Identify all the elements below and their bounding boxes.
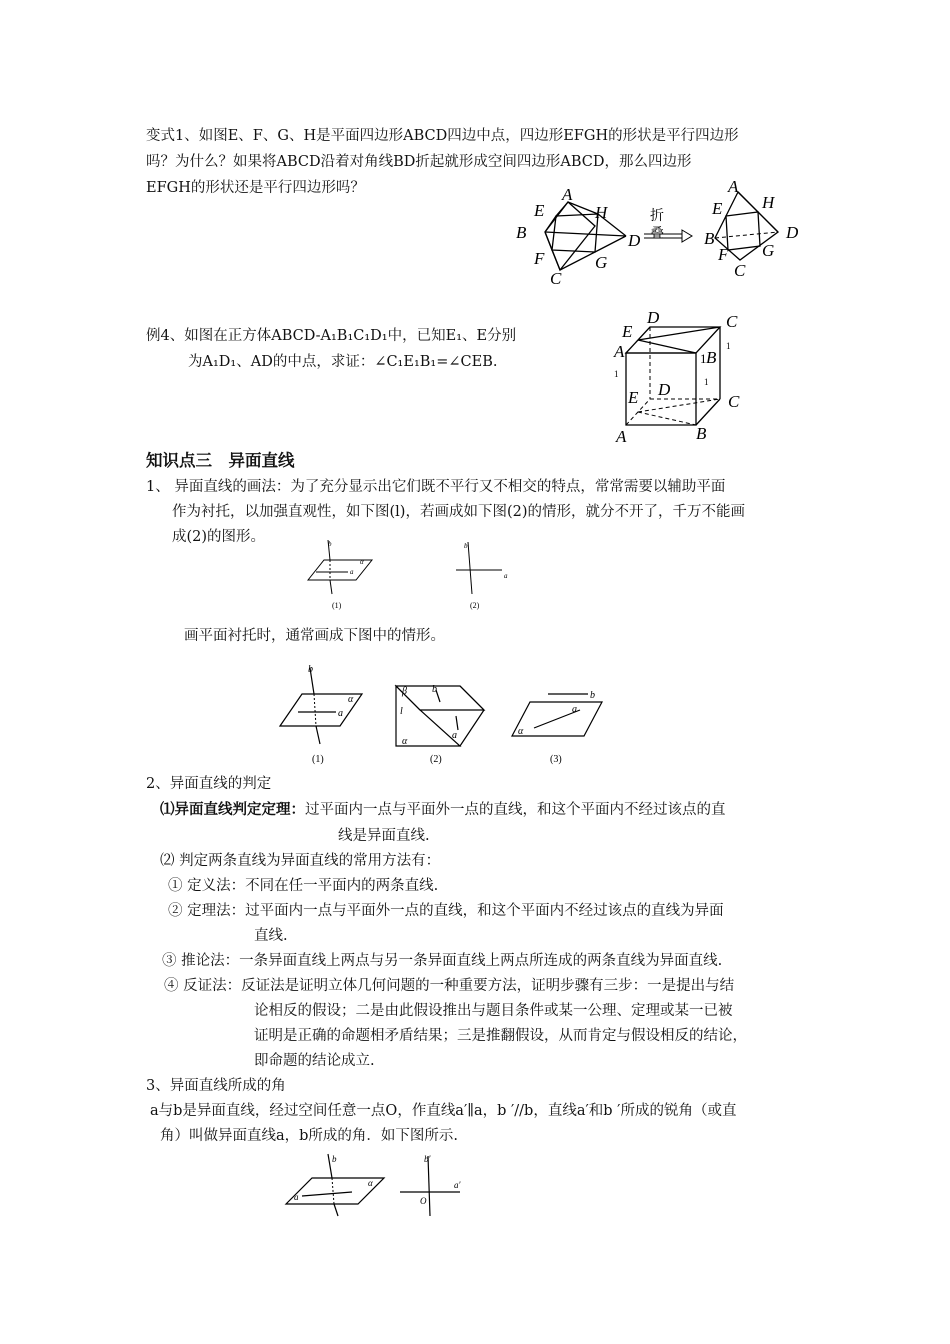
variant1-line2: 吗？为什么？如果将ABCD沿着对角线BD折起就形成空间四边形ABCD，那么四边形: [146, 154, 692, 170]
example4-line1: 例4、如图在正方体ABCD-A₁B₁C₁D₁中，已知E₁、E分别: [146, 328, 517, 344]
svg-text:α: α: [360, 558, 364, 566]
label-h2: H: [762, 193, 775, 212]
label-f: F: [534, 249, 545, 268]
item1-line1: 1、 异面直线的画法：为了充分显示出它们既不平行又不相交的特点，常常需要以辅助平面: [146, 479, 726, 495]
svg-text:α: α: [402, 736, 408, 747]
svg-text:α: α: [518, 726, 524, 737]
method-1: ① 定义法：不同在任一平面内的两条直线.: [168, 878, 439, 894]
svg-text:α: α: [368, 1178, 373, 1188]
theorem-line2: 线是异面直线.: [338, 828, 430, 844]
label-b2: B: [704, 229, 715, 248]
svg-text:l: l: [400, 706, 403, 717]
example4-line2: 为A₁D₁、AD的中点，求证：∠C₁E₁B₁=∠CEB.: [188, 354, 498, 370]
variant1-line1: 变式1、如图E、F、G、H是平面四边形ABCD四边中点，四边形EFGH的形状是平行四边形: [146, 128, 739, 144]
method-2-line2: 直线.: [254, 928, 288, 944]
svg-text:a: a: [572, 704, 577, 715]
label-e: E: [534, 201, 545, 220]
section-title: 知识点三 异面直线: [146, 451, 295, 470]
svg-text:b: b: [464, 542, 468, 550]
label-g: G: [595, 253, 608, 272]
cube-label-b1: B: [706, 348, 717, 367]
svg-text:a: a: [294, 1192, 299, 1202]
fig-a-caption-2: (2): [470, 601, 480, 610]
label-f2: F: [718, 245, 729, 264]
item1-line2: 作为衬托，以加强直观性，如下图(l)，若画成如下图(2)的情形，就分不开了，千万不能画: [172, 504, 745, 520]
cube-label-c1: C: [726, 312, 738, 331]
label-c2: C: [734, 261, 746, 280]
item1-line3: 成(2)的图形。: [172, 529, 266, 545]
fig-b-caption-1: (1): [312, 754, 324, 765]
label-h: H: [595, 203, 608, 222]
skew-lines-figure-b: [272, 660, 612, 770]
label-g2: G: [762, 241, 775, 260]
cube-sub-1: 1: [614, 369, 619, 379]
svg-text:β: β: [402, 686, 407, 697]
cube-label-c: C: [728, 392, 740, 411]
method-3: ③ 推论法：一条异面直线上两点与另一条异面直线上两点所连成的两条直线为异面直线.: [162, 953, 723, 969]
svg-text:b: b: [308, 664, 313, 675]
theorem-label: ⑴异面直线判定定理：: [160, 801, 305, 818]
methods-title: ⑵ 判定两条直线为异面直线的常用方法有：: [160, 853, 441, 869]
svg-text:a: a: [452, 730, 457, 741]
quadrilateral-fold-figure: [510, 177, 810, 290]
svg-text:b: b: [432, 684, 437, 695]
method-4-line2: 论相反的假设；二是由此假设推出与题目条件或某一公理、定理或某一已被: [254, 1003, 733, 1019]
svg-text:b: b: [328, 540, 332, 548]
label-d2: D: [786, 223, 799, 242]
cube-label-e: E: [628, 388, 639, 407]
cube-label-e1: E: [622, 322, 633, 341]
cube-label-b: B: [696, 424, 707, 443]
label-a2: A: [728, 177, 739, 196]
fig-b-caption-2: (2): [430, 754, 442, 765]
method-4-line3: 证明是正确的命题相矛盾结果；三是推翻假设，从而肯定与假设相反的结论，: [254, 1028, 747, 1044]
cube-label-d: D: [658, 380, 671, 399]
svg-text:a: a: [338, 708, 343, 719]
svg-text:α: α: [348, 694, 354, 705]
cube-sub-4: 1: [704, 377, 709, 387]
cube-sub-3: 1: [700, 351, 707, 366]
svg-text:b: b: [332, 1154, 337, 1164]
cube-sub-2: 1: [726, 341, 731, 351]
label-d: D: [628, 231, 641, 250]
fig-a-caption-1: (1): [332, 601, 342, 610]
plane-note: 画平面衬托时，通常画成下图中的情形。: [184, 628, 445, 644]
svg-text:b: b: [590, 690, 595, 701]
skew-lines-figure-a: [296, 538, 516, 618]
svg-text:a: a: [504, 572, 508, 580]
label-e2: E: [712, 199, 723, 218]
method-4-line1: ④ 反证法：反证法是证明立体几何问题的一种重要方法，证明步骤有三步：一是提出与结: [164, 978, 735, 994]
cube-label-d1: D: [647, 308, 660, 327]
label-a: A: [562, 185, 573, 204]
theorem-text: 过平面内一点与平面外一点的直线，和这个平面内不经过该点的直: [305, 802, 726, 818]
item2-title: 2、异面直线的判定: [146, 776, 272, 792]
fold-label-2: 叠: [650, 227, 664, 242]
fig-b-caption-3: (3): [550, 754, 562, 765]
skew-angle-figure: [282, 1152, 482, 1222]
variant1-line3: EFGH的形状还是平行四边形吗？: [146, 180, 365, 196]
label-c: C: [550, 269, 562, 288]
svg-text:O: O: [420, 1196, 427, 1206]
label-b: B: [516, 223, 527, 242]
theorem-line1: [160, 800, 726, 820]
svg-text:b′: b′: [424, 1154, 431, 1164]
angle-line2: 角）叫做异面直线a，b所成的角．如下图所示.: [160, 1128, 459, 1144]
method-4-line4: 即命题的结论成立.: [254, 1053, 375, 1069]
angle-line1: a与b是异面直线，经过空间任意一点O，作直线a′∥a，b ′//b，直线a′和b ′所成的锐角（或直: [150, 1103, 737, 1119]
fold-label-1: 折: [650, 209, 664, 224]
method-2-line1: ② 定理法：过平面内一点与平面外一点的直线，和这个平面内不经过该点的直线为异面: [168, 903, 724, 919]
cube-figure: [610, 305, 750, 445]
item3-title: 3、异面直线所成的角: [146, 1078, 286, 1094]
cube-label-a: A: [616, 427, 627, 446]
cube-label-a1: A: [614, 342, 625, 361]
svg-text:a′: a′: [454, 1180, 461, 1190]
svg-text:a: a: [350, 568, 354, 576]
